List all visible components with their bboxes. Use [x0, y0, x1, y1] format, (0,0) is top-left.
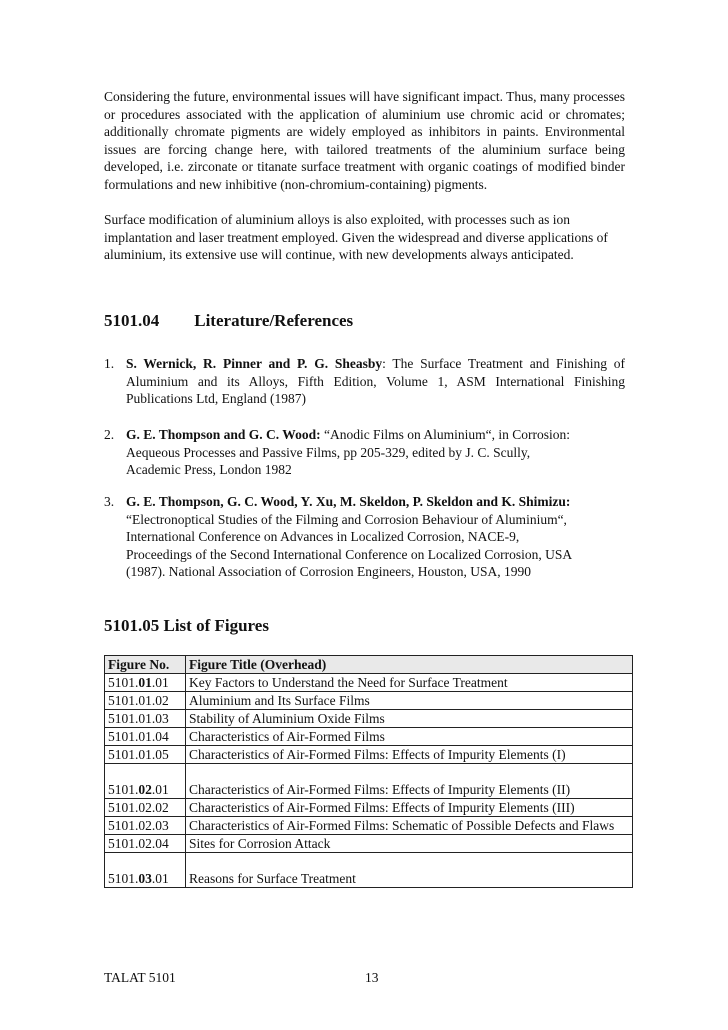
- table-row: [105, 674, 633, 692]
- literature-section-title: Literature/References: [194, 311, 354, 330]
- reference-text-line: Aequeous Processes and Passive Films, pp 205-329, edited by J. C. Scully,: [126, 444, 531, 460]
- figure-title: Stability of Aluminium Oxide Films: [186, 710, 633, 728]
- table-row: [105, 853, 633, 888]
- figure-title: Characteristics of Air-Formed Films: Effects of Impurity Elements (III): [186, 799, 633, 817]
- table-row: [105, 817, 633, 835]
- figure-title: Sites for Corrosion Attack: [186, 835, 633, 853]
- reference-text-line: (1987). National Association of Corrosion Engineers, Houston, USA, 1990: [126, 564, 531, 580]
- reference-authors: S. Wernick, R. Pinner and P. G. Sheasby: [126, 356, 383, 371]
- literature-heading: [104, 311, 353, 331]
- intro-paragraph-2: Surface modification of aluminium alloys is also exploited, with processes such as ion implantation and laser treatment employed. Given the widespread and diverse applications of aluminium, its extensive use will continue, with new developments always anticipated.: [104, 212, 608, 263]
- figure-number: 5101.02.03: [105, 817, 186, 835]
- figure-number: 5101.02.04: [105, 835, 186, 853]
- table-row: [105, 799, 633, 817]
- table-row: [105, 692, 633, 710]
- table-row: [105, 728, 633, 746]
- figure-number: 5101.01.02: [105, 692, 186, 710]
- figure-number: 5101.03.01: [105, 853, 186, 888]
- table-row: [105, 764, 633, 799]
- figure-number: 5101.01.05: [105, 746, 186, 764]
- table-header-row: [105, 656, 633, 674]
- reference-authors: G. E. Thompson and G. C. Wood:: [126, 427, 321, 442]
- figure-number: 5101.02.02: [105, 799, 186, 817]
- figure-number: 5101.01.01: [105, 674, 186, 692]
- figure-title: Characteristics of Air-Formed Films: [186, 728, 633, 746]
- reference-text-line: “Electronoptical Studies of the Filming and Corrosion Behaviour of Aluminium“,: [126, 511, 567, 527]
- figure-title: Reasons for Surface Treatment: [186, 853, 633, 888]
- figure-title: Aluminium and Its Surface Films: [186, 692, 633, 710]
- table-row: [105, 835, 633, 853]
- figure-title: Key Factors to Understand the Need for Surface Treatment: [186, 674, 633, 692]
- reference-body: [126, 426, 625, 479]
- reference-item: [104, 493, 625, 581]
- reference-text: “Anodic Films on Aluminium“, in Corrosion:: [320, 427, 570, 442]
- table-row: [105, 710, 633, 728]
- figure-title: Characteristics of Air-Formed Films: Effects of Impurity Elements (II): [186, 764, 633, 799]
- figure-number: 5101.01.04: [105, 728, 186, 746]
- footer-page-number: 13: [365, 970, 379, 985]
- reference-number: 2.: [104, 427, 115, 442]
- column-header-figure-no: Figure No.: [105, 656, 186, 674]
- reference-text: : The Surface Treatment and Finishing of Aluminium and its Alloys, Fifth Edition, Volume 1, ASM International Finishing Publications Ltd, England (1987): [126, 356, 625, 407]
- table-row: [105, 746, 633, 764]
- reference-text-line: International Conference on Advances in Localized Corrosion, NACE-9,: [126, 529, 520, 545]
- figure-number: 5101.01.03: [105, 710, 186, 728]
- literature-section-number: 5101.04: [104, 311, 160, 330]
- reference-item: [104, 355, 625, 408]
- figure-title: Characteristics of Air-Formed Films: Schematic of Possible Defects and Flaws: [186, 817, 633, 835]
- reference-authors: G. E. Thompson, G. C. Wood, Y. Xu, M. Skeldon, P. Skeldon and K. Shimizu:: [126, 494, 571, 509]
- reference-body: [126, 493, 625, 581]
- figures-table: [104, 655, 633, 888]
- figures-heading: 5101.05 List of Figures: [104, 616, 269, 635]
- reference-body: [126, 355, 625, 408]
- reference-text-line: Proceedings of the Second International Conference on Localized Corrosion, USA: [126, 546, 573, 562]
- footer-document-id: TALAT 5101: [104, 970, 176, 985]
- reference-number: 1.: [104, 356, 115, 371]
- reference-number: 3.: [104, 494, 115, 509]
- column-header-figure-title: Figure Title (Overhead): [186, 656, 633, 674]
- figure-title: Characteristics of Air-Formed Films: Effects of Impurity Elements (I): [186, 746, 633, 764]
- intro-paragraph-1: Considering the future, environmental issues will have significant impact. Thus, many processes or procedures associated with the application of aluminium use chromic acid or chromates; additionally chromate pigments are widely employed as inhibitors in paints. Environmental issues are forcing change here, with tailored treatments of the aluminium surface being developed, i.e. zirconate or titanate surface treatment with organic coatings of modified binder formulations and new inhibitive (non-chromium-containing) pigments.: [104, 89, 625, 192]
- figure-number: 5101.02.01: [105, 764, 186, 799]
- reference-item: [104, 426, 625, 479]
- reference-text-line: Academic Press, London 1982: [126, 462, 292, 478]
